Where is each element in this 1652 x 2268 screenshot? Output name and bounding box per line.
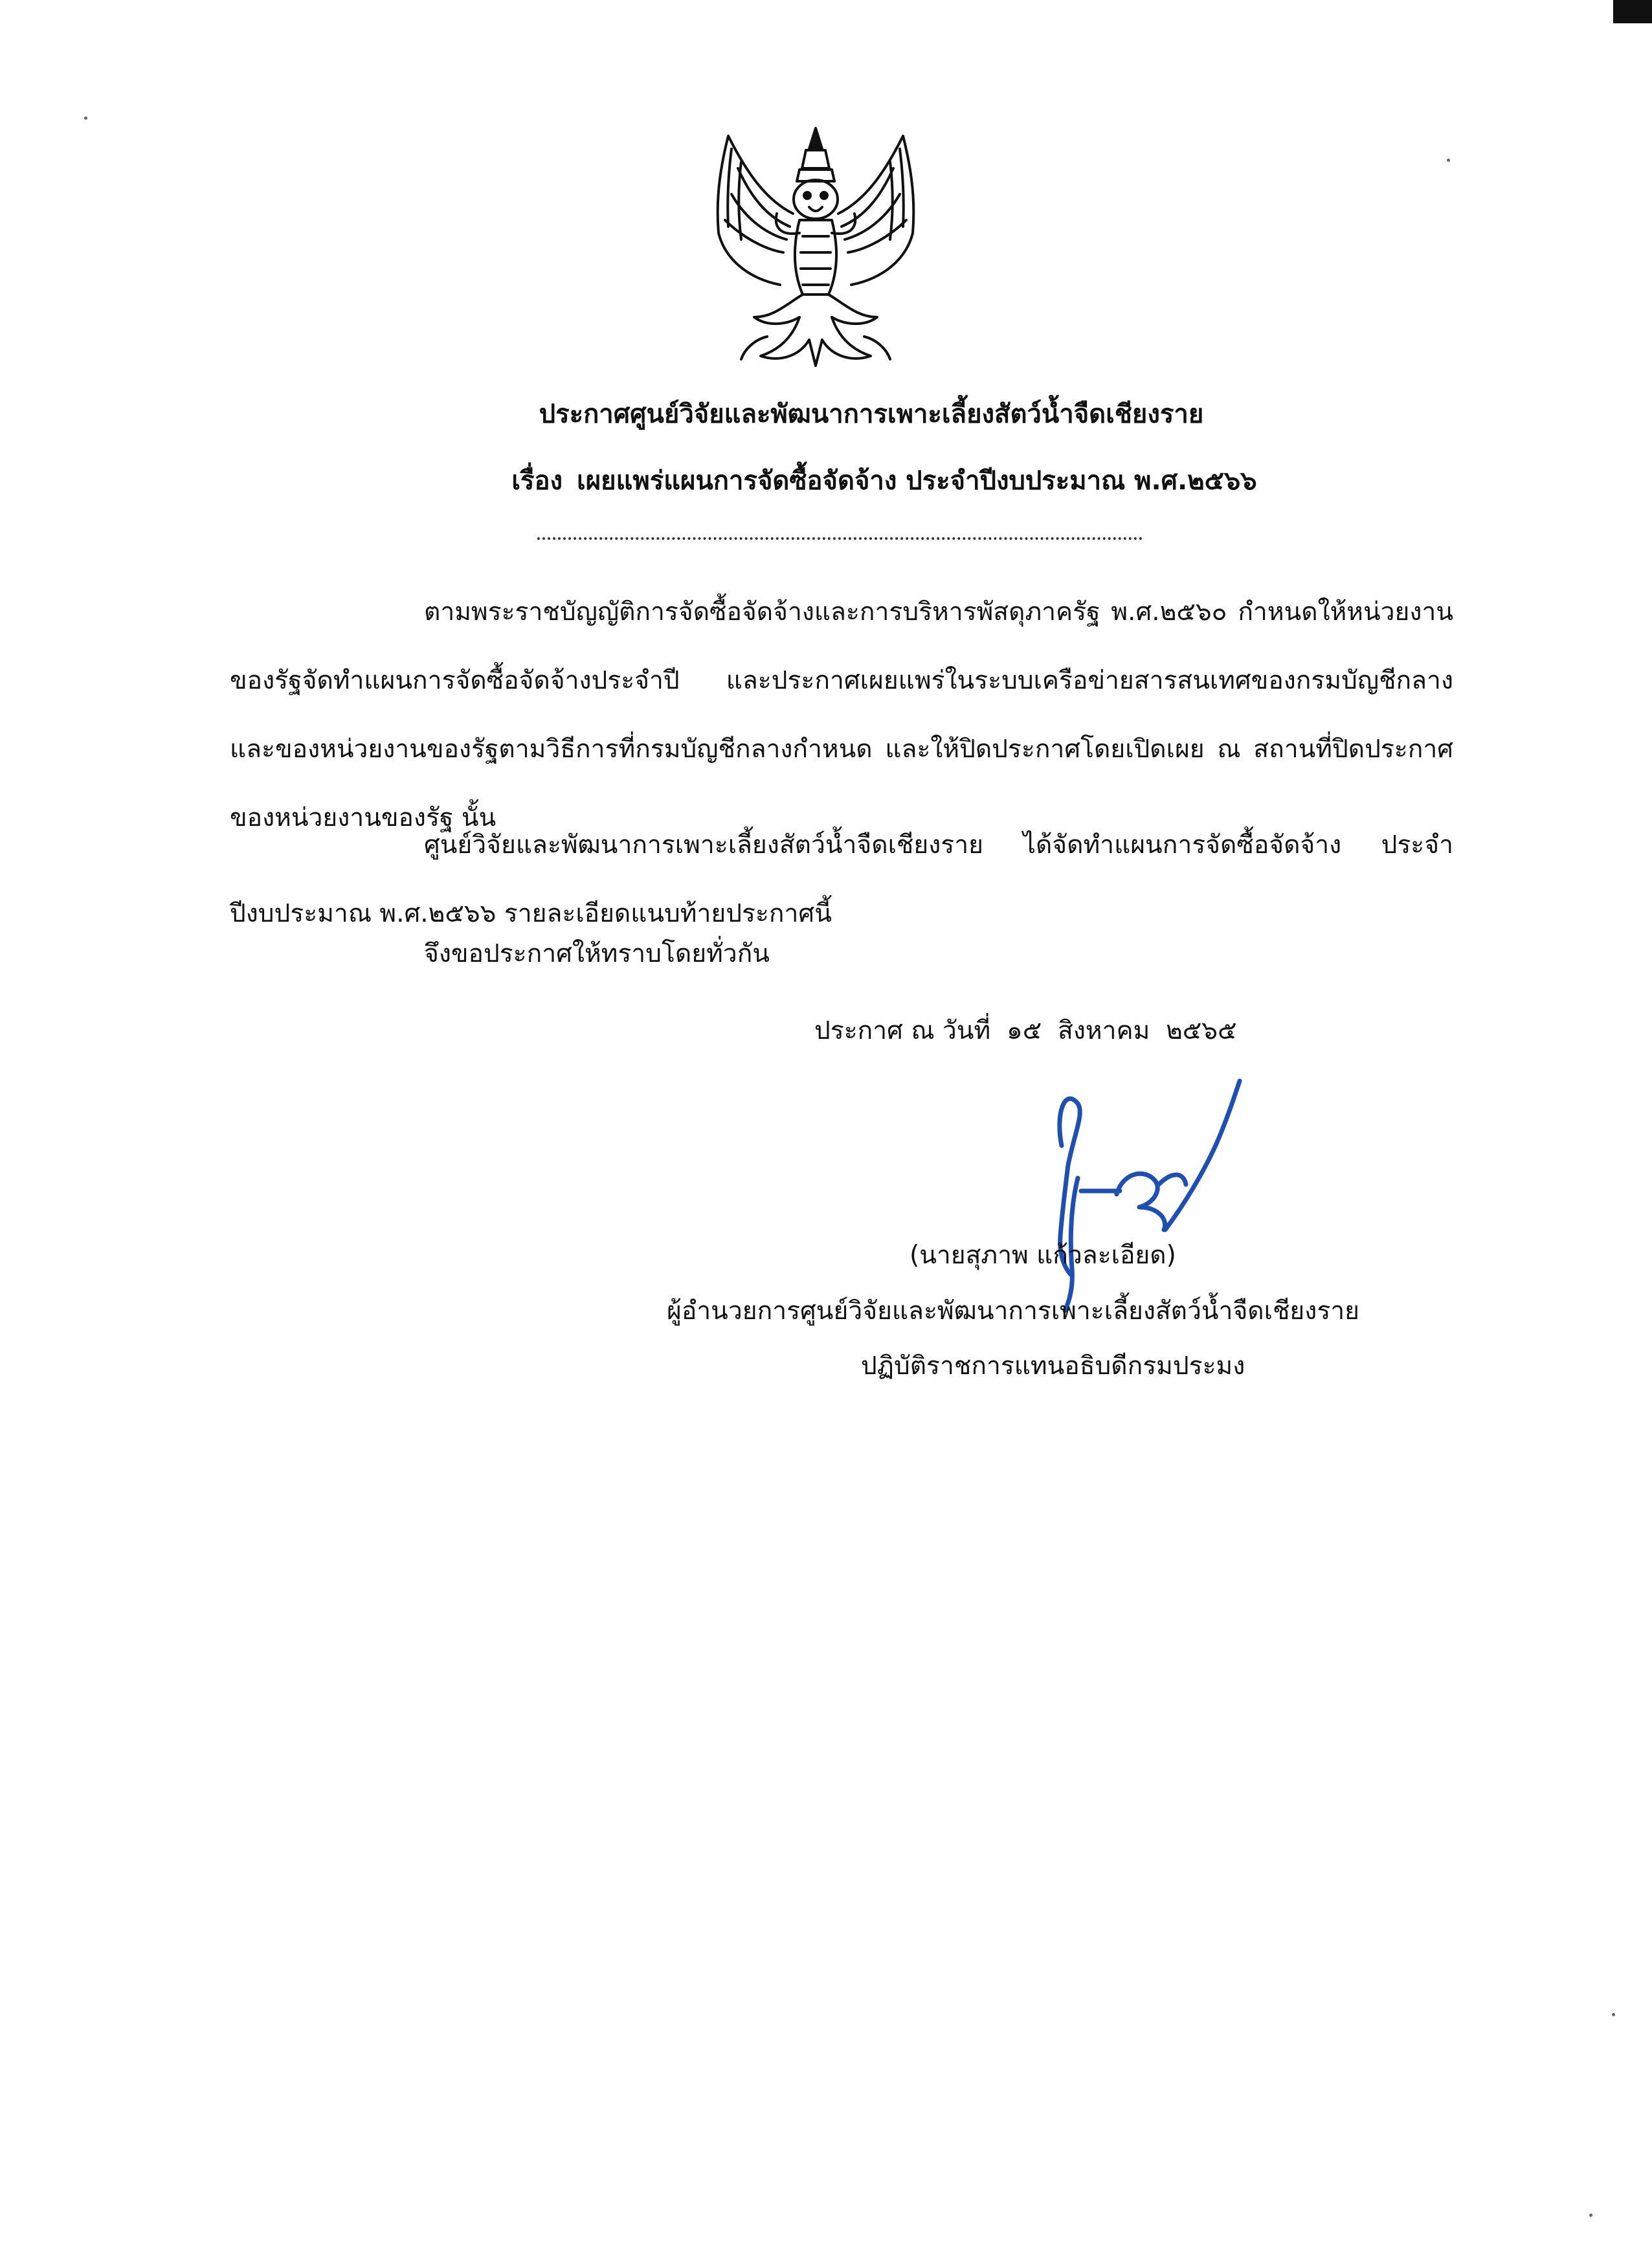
title-divider	[537, 537, 1143, 540]
scan-speck	[1589, 2214, 1592, 2217]
scan-speck	[1612, 2013, 1615, 2016]
scan-corner-mark	[1613, 0, 1652, 23]
body-paragraph-2	[230, 811, 1453, 948]
handwritten-signature-icon	[1010, 1074, 1282, 1314]
announcement-subject-line	[0, 463, 1652, 499]
garuda-emblem-icon	[702, 123, 929, 369]
announcement-title: ประกาศศูนย์วิจัยและพัฒนาการเพาะเลี้ยงสัตว์น้ำจืดเชียงราย	[539, 399, 1204, 429]
signatory-position: ผู้อำนวยการศูนย์วิจัยและพัฒนาการเพาะเลี้ยงสัตว์น้ำจืดเชียงราย	[667, 1296, 1360, 1326]
paragraph-text: ศูนย์วิจัยและพัฒนาการเพาะเลี้ยงสัตว์น้ำจืดเชียงราย ได้จัดทำแผนการจัดซื้อจัดจ้าง ประจำปีงบประมาณ พ.ศ.๒๕๖๖ รายละเอียดแนบท้ายประกาศนี้	[230, 830, 1453, 928]
signatory-name: (นายสุภาพ แก้วละเอียด)	[910, 1241, 1176, 1270]
scan-speck	[1447, 159, 1450, 162]
paragraph-text: ตามพระราชบัญญัติการจัดซื้อจัดจ้างและการบริหารพัสดุภาครัฐ พ.ศ.๒๕๖๐ กำหนดให้หน่วยงานของรัฐจัดทำแผนการจัดซื้อจัดจ้างประจำปี และประกาศเผยแพร่ในระบบเครือข่ายสารสนเทศของกรมบัญชีกลางและของหน่วยงานของรัฐตามวิธีการที่กรมบัญชีกลางกำหนด และให้ปิดประกาศโดยเปิดเผย ณ สถานที่ปิดประกาศของหน่วยงานของรัฐ นั้น	[230, 597, 1453, 832]
scan-speck	[84, 117, 87, 120]
body-paragraph-3: จึงขอประกาศให้ทราบโดยทั่วกัน	[424, 939, 770, 968]
subject-label: เรื่อง	[511, 466, 563, 496]
signatory-acting-title: ปฏิบัติราชการแทนอธิบดีกรมประมง	[861, 1351, 1245, 1381]
announcement-date: ประกาศ ณ วันที่ ๑๕ สิงหาคม ๒๕๖๕	[814, 1016, 1237, 1045]
subject-text: เผยแพร่แผนการจัดซื้อจัดจ้าง ประจำปีงบประมาณ พ.ศ.๒๕๖๖	[577, 466, 1257, 496]
